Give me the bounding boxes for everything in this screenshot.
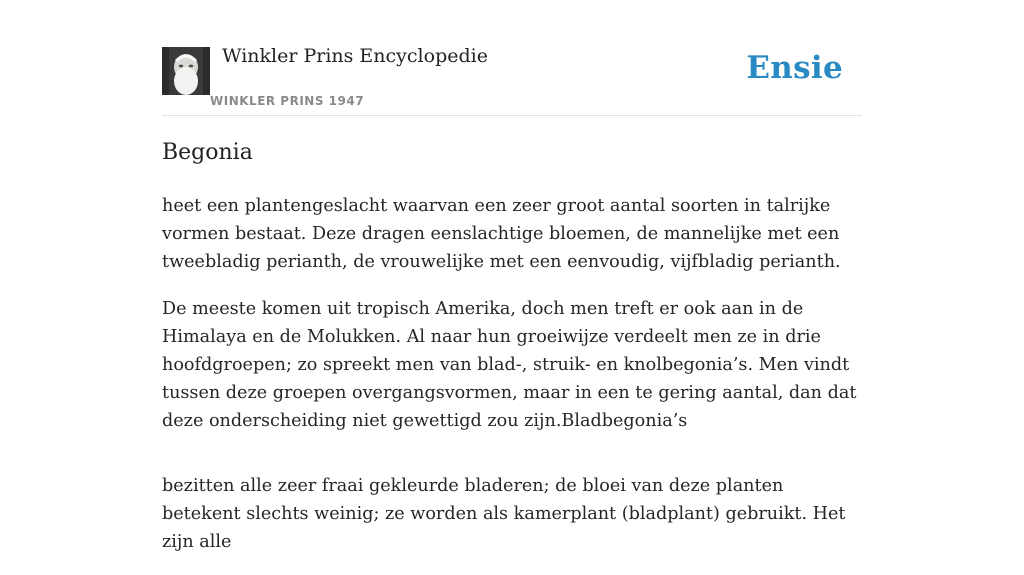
article-paragraph: heet een plantengeslacht waarvan een zeer groot aantal soorten in talrijke vormen bestaat. Deze dragen eenslachtige bloemen, de mannelijke met een tweebladig perianth, de vrouwelijke met een eenvoudig, vijfbladig perianth. xyxy=(162,196,841,272)
article-paragraph: De meeste komen uit tropisch Amerika, doch men treft er ook aan in de Himalaya en de Molukken. Al naar hun groeiwijze verdeelt men ze in drie hoofdgroepen; zo spreekt men van blad-, struik- en knolbegonia’s. Men vindt tussen deze groepen overgangsvormen, maar in een te gering aantal, dan dat deze onderscheiding niet gewettigd zou zijn.Bladbegonia’s xyxy=(162,299,857,431)
source-subtitle: WINKLER PRINS 1947 xyxy=(210,94,365,108)
article-title: Begonia xyxy=(162,140,253,165)
source-header xyxy=(162,0,862,116)
source-title-link[interactable]: Winkler Prins Encyclopedie xyxy=(222,45,488,67)
avatar[interactable] xyxy=(162,47,210,95)
content-container xyxy=(162,0,862,552)
ensie-logo[interactable]: Ensie xyxy=(746,50,843,86)
article-paragraph: bezitten alle zeer fraai gekleurde bladeren; de bloei van deze planten betekent slechts weinig; ze worden als kamerplant (bladplant) gebruikt. Het zijn alle xyxy=(162,476,846,552)
author-portrait-icon xyxy=(162,47,210,95)
article-body xyxy=(162,192,862,575)
